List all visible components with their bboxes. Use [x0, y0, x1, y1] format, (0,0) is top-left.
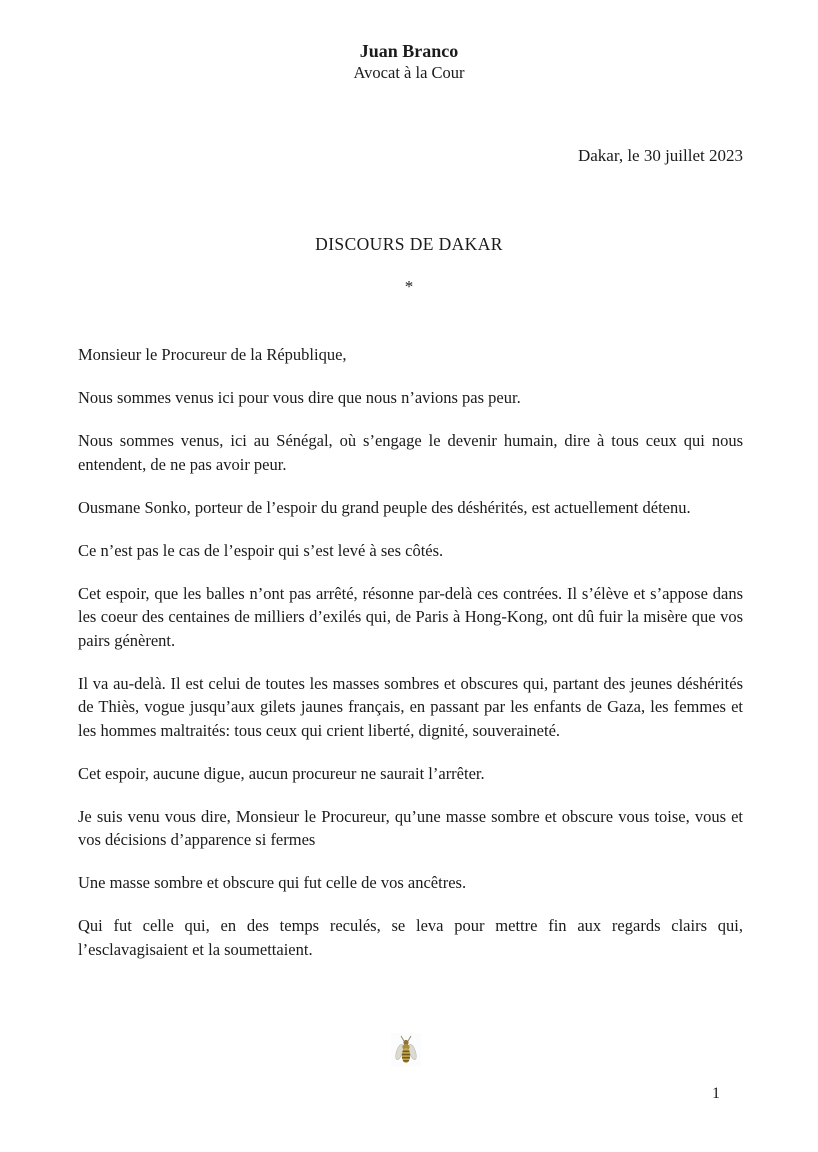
page-number: 1: [712, 1085, 720, 1102]
paragraph: Il va au-delà. Il est celui de toutes les masses sombres et obscures qui, partant des jeunes déshérités de Thiès, vogue jusqu’aux gilets jaunes français, en passant par les enfants de Gaza, les femmes et les hommes maltraités: tous ceux qui crient liberté, dignité, souveraineté.: [78, 673, 743, 740]
dateline: Dakar, le 30 juillet 2023: [577, 146, 743, 165]
letterhead-title: Avocat à la Cour: [353, 63, 465, 82]
paragraph: Monsieur le Procureur de la République,: [78, 345, 347, 364]
asterisk-separator: *: [404, 277, 414, 296]
letterhead: [0, 40, 818, 83]
bee-icon: [391, 1033, 421, 1067]
paragraph: Cet espoir, aucune digue, aucun procureur ne saurait l’arrêter.: [78, 763, 485, 783]
document-title: DISCOURS DE DAKAR: [315, 234, 503, 254]
paragraph: Ce n’est pas le cas de l’espoir qui s’est levé à ses côtés.: [78, 540, 444, 560]
letterhead-name: Juan Branco: [359, 41, 459, 61]
paragraph: Nous sommes venus ici pour vous dire que nous n’avions pas peur.: [78, 388, 521, 407]
paragraph: Nous sommes venus, ici au Sénégal, où s’engage le devenir humain, dire à tous ceux qui nous entendent, de ne pas avoir peur.: [78, 431, 743, 474]
paragraph: Je suis venu vous dire, Monsieur le Procureur, qu’une masse sombre et obscure vous toise, vous et vos décisions d’apparence si fermes: [78, 806, 743, 849]
paragraph: Une masse sombre et obscure qui fut celle de vos ancêtres.: [78, 873, 467, 892]
letter-body: [78, 343, 743, 961]
paragraph: Qui fut celle qui, en des temps reculés, se leva pour mettre fin aux regards clairs qui, l’esclavagisaient et la soumettaient.: [78, 916, 743, 959]
paragraph: Ousmane Sonko, porteur de l’espoir du grand peuple des déshérités, est actuellement détenu.: [78, 497, 691, 517]
paragraph: Cet espoir, que les balles n’ont pas arrêté, résonne par-delà ces contrées. Il s’élève et s’appose dans les coeur des centaines de milliers d’exilés qui, de Paris à Hong-Kong, ont dû fuir la misère que vos pairs génèrent.: [78, 583, 743, 650]
